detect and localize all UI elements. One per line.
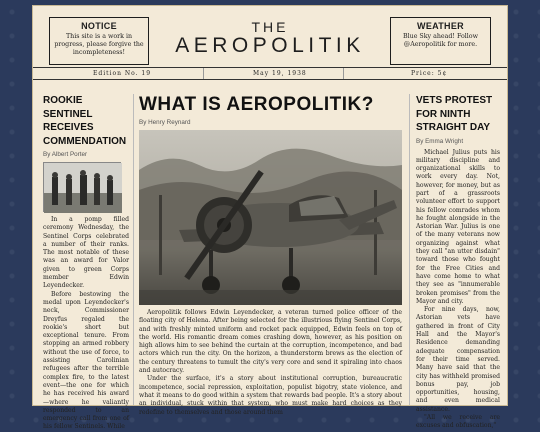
main-article-byline: By Henry Reynard [139,119,191,126]
notice-heading: NOTICE [81,21,117,31]
left-article-byline: By Albert Porter [43,151,88,158]
masthead [33,6,507,66]
right-article-paragraph: Michael Julius puts his military discipline and organizational skills to work every day. Not, however, for money, but as part of a grassroots volunteer effort to support his fellow comrades whom he fought alongside in the Astorian War. Julius is one of the many veterans now organizing against what they call "an utter disdain" toward those who fought for the Free Cities and have come home to what they see as "innumerable broken promises" from the Mayor and city. [416,148,500,305]
masthead-title-small: THE [251,19,289,35]
airplane-photo-image [139,130,402,305]
edition-number: Edition No. 19 [93,70,152,77]
masthead-title: AEROPOLITIK [175,34,365,57]
info-bar-divider [203,68,204,79]
column-divider [409,94,410,405]
airplane-photo [139,130,402,305]
left-article-paragraph: Before bestowing the medal upon Leyendecker's neck, Commissioner Dreyfus regaled the rookie's short but exceptional tenure. From stopping an armed robbery without the use of force, to assisting Carolinian refugees after the terrible complex fire, to the latest event—the one for which he has received his award—where he valiantly responded to an emergency call from one of his fellow Sentinels. While [43,290,129,431]
ceremony-photo [43,162,121,212]
notice-text: This site is a work in progress, please forgive the incompleteness! [54,33,144,56]
left-article [43,94,129,432]
left-article-body [43,216,129,432]
right-article-paragraph: For nine days, now, Astorian vets have gathered in front of City Hall and the Mayor's Residence demanding adequate compensation for their time served. Many have said that the city has withheld promised bonus pay, job opportunities, housing, and even medical assistance. [416,306,500,413]
main-article-paragraph: Aeropolitik follows Edwin Leyendecker, a veteran turned police officer of the floating city of Helena. After being selected for the illustrious flying Sentinel Corps, and with freshly minted uniform and rocket pack equipped, Edwin feels on top of the world. His romantic dream comes crashing down, however, as his position on high allows him to see behind the curtain at the corruption, incompetence, and bad actors which run the city. On the horizon, a thunderstorm brews as the election of the century threatens to tumult the city's very core and send it spiraling into chaos and autocracy. [139,309,402,375]
info-bar [33,67,507,80]
right-article-headline[interactable]: VETS PROTEST FOR NINTH STRAIGHT DAY [416,95,493,133]
weather-box[interactable] [390,17,491,65]
column-divider [133,94,134,405]
main-article-paragraph: Under the surface, it's a story about institutional corruption, bureaucratic incompetence, social repression, exploitation, populist bigotry, state violence, and what it means to do good within a system that rewards bad people. It's a story about an individual, stuck within that system, who must make hard choices as they redefine to themselves and those around them [139,375,402,416]
right-article-paragraph: "All we receive are excuses and obfuscation," [416,414,500,430]
weather-heading: WEATHER [417,21,464,31]
main-article-headline[interactable]: WHAT IS AEROPOLITIK? [139,94,374,115]
weather-text[interactable]: Blue Sky ahead! Follow @Aeropolitik for more. [403,33,478,48]
right-article [416,94,500,431]
right-article-byline: By Emma Wright [416,137,464,145]
ceremony-photo-image [44,163,122,213]
issue-date: May 19, 1938 [253,70,307,77]
left-article-headline[interactable]: ROOKIE SENTINEL RECEIVES COMMENDATION [43,95,127,147]
info-bar-divider [343,68,344,79]
newspaper-page [33,6,507,431]
issue-price: Price: 5¢ [411,70,448,77]
main-article-body [139,309,402,417]
main-article [139,94,402,417]
right-article-body [416,149,500,431]
left-article-paragraph: In a pomp filled ceremony Wednesday, the Sentinel Corps celebrated a number of their ranks. The most notable of these was an award for Valor given to green Corps member Edwin Leyendecker. [43,216,129,290]
